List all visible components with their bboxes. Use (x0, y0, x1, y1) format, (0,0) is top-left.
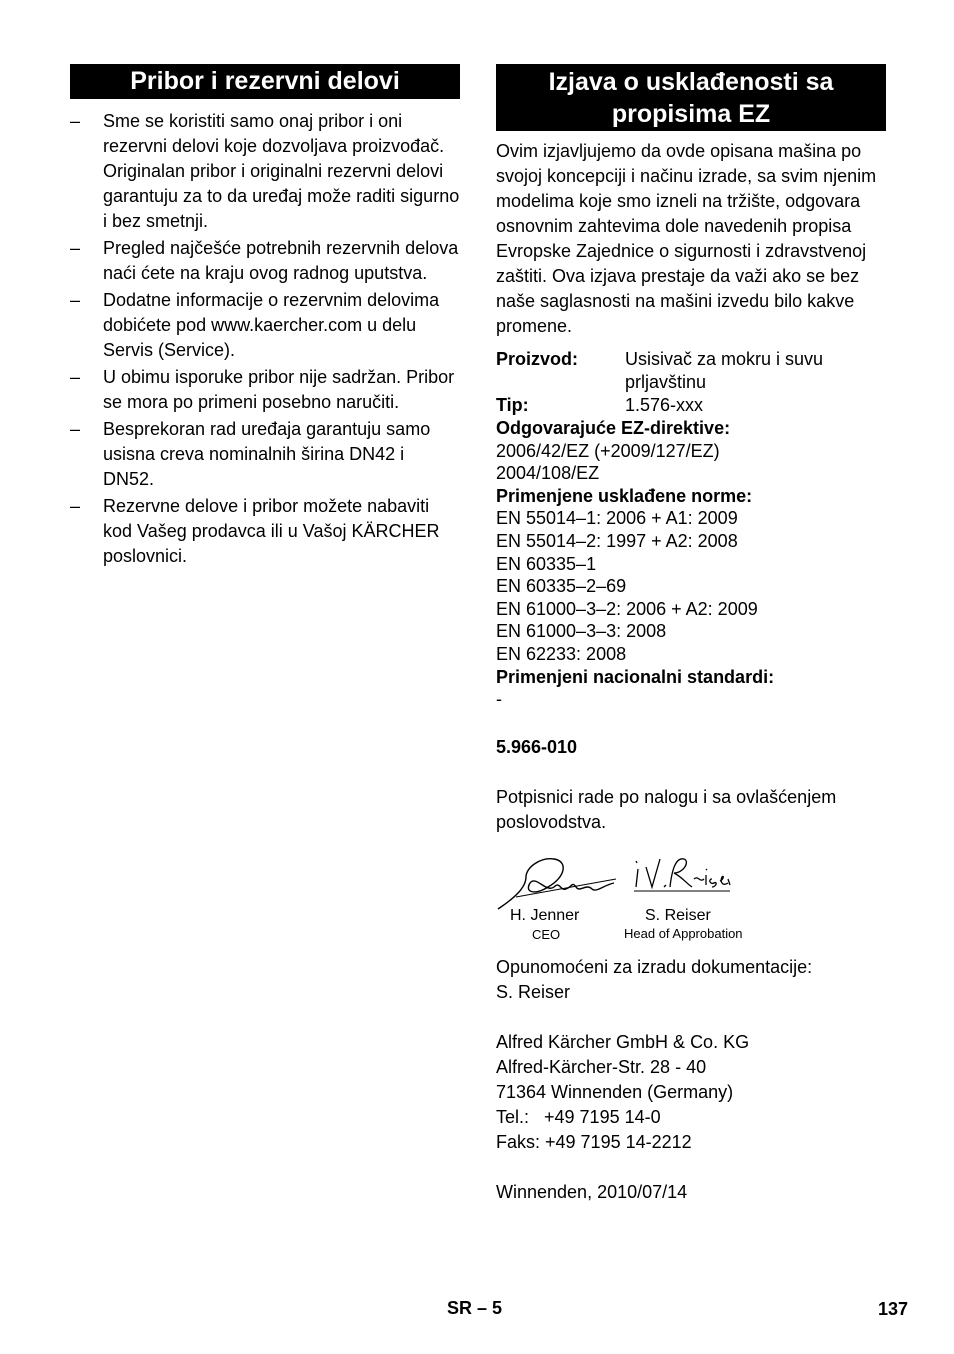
signatories-text: Potpisnici rade po nalogu i sa ovlašćenjem poslovodstva. (496, 787, 837, 833)
type-label: Tip: (496, 395, 529, 415)
norm-item: EN 55014–2: 1997 + A2: 2008 (496, 530, 738, 551)
signature-block (496, 843, 886, 953)
signer1-title: CEO (532, 927, 561, 943)
list-item: – Besprekoran rad uređaja garantuju samo usisna creva nominalnih širina DN42 i DN52. (70, 419, 431, 489)
norms-label: Primenjene usklađene norme: (496, 485, 753, 506)
norm-item: EN 62233: 2008 (496, 643, 627, 664)
page-number: 137 (878, 1299, 909, 1319)
accessories-heading: Pribor i rezervni delovi (70, 64, 460, 99)
national-standards-label: Primenjeni nacionalni standardi: (496, 666, 775, 687)
accessories-section (70, 64, 460, 571)
list-item: – Rezervne delove i pribor možete nabaviti kod Vašeg prodavca ili u Vašoj KÄRCHER poslovnici. (70, 496, 440, 566)
authorized-label: Opunomoćeni za izradu dokumentacije: (496, 957, 813, 978)
document-number: 5.966-010 (496, 736, 578, 757)
company-address (496, 1030, 886, 1155)
company-line: Alfred Kärcher GmbH & Co. KG (496, 1032, 750, 1053)
signer2-title: Head of Approbation (624, 926, 743, 942)
product-value: Usisivač za mokru i suvu prljavštinu (625, 349, 824, 392)
company-line: 71364 Winnenden (Germany) (496, 1082, 734, 1103)
norm-item: EN 61000–3–2: 2006 + A2: 2009 (496, 598, 758, 619)
signer2-name: S. Reiser (645, 907, 711, 925)
list-item: – Sme se koristiti samo onaj pribor i oni rezervni delovi koje dozvoljava proizvođač. Originalan pribor i originalni rezervni delovi garantuju za to da uređaj može raditi sigurno i bez smetnji. (70, 111, 460, 231)
product-label: Proizvod: (496, 349, 579, 369)
declaration-section (496, 64, 886, 1205)
norm-item: EN 60335–2–69 (496, 576, 627, 597)
company-line: Alfred-Kärcher-Str. 28 - 40 (496, 1057, 707, 1078)
declaration-intro: Ovim izjavljujemo da ovde opisana mašina po svojoj koncepciji i načinu izrade, sa svim njenim modelima koje smo izneli na tržište, odgovara osnovnim zahtevima dole navedenih propisa Evropske Zajednice o sigurnosti i zdravstvenoj zaštiti. Ova izjava prestaje da važi ako se bez naše saglasnosti na mašini izvedu bilo kakve promene. (496, 141, 877, 336)
authorized-name: S. Reiser (496, 982, 571, 1003)
list-item: – U obimu isporuke pribor nije sadržan. Pribor se mora po primeni posebno naručiti. (70, 367, 455, 412)
signer1-name: H. Jenner (510, 907, 580, 925)
norm-item: EN 60335–1 (496, 553, 597, 574)
declaration-heading: Izjava o usklađenosti sa propisima EZ (496, 64, 886, 131)
list-item: – Dodatne informacije o rezervnim delovima dobićete pod www.kaercher.com u delu Servis (Service). (70, 290, 440, 360)
norm-item: EN 55014–1: 2006 + A1: 2009 (496, 508, 738, 529)
national-standards-value: - (496, 689, 502, 710)
directive-item: 2004/108/EZ (496, 463, 600, 484)
type-row (496, 394, 886, 417)
norm-item: EN 61000–3–3: 2008 (496, 621, 667, 642)
product-row (496, 348, 886, 394)
place-date: Winnenden, 2010/07/14 (496, 1182, 688, 1203)
directives-label: Odgovarajuće EZ-direktive: (496, 418, 731, 438)
company-line: Tel.: +49 7195 14-0 (496, 1107, 661, 1128)
section-page-label: SR – 5 (447, 1298, 503, 1318)
reiser-signature (632, 849, 732, 897)
accessories-list (70, 109, 460, 569)
list-item: – Pregled najčešće potrebnih rezervnih delova naći ćete na kraju ovog radnog uputstva. (70, 238, 459, 283)
jenner-signature (496, 847, 626, 913)
directive-item: 2006/42/EZ (+2009/127/EZ) (496, 440, 720, 461)
type-value: 1.576-xxx (625, 395, 704, 415)
company-line: Faks: +49 7195 14-2212 (496, 1132, 692, 1153)
